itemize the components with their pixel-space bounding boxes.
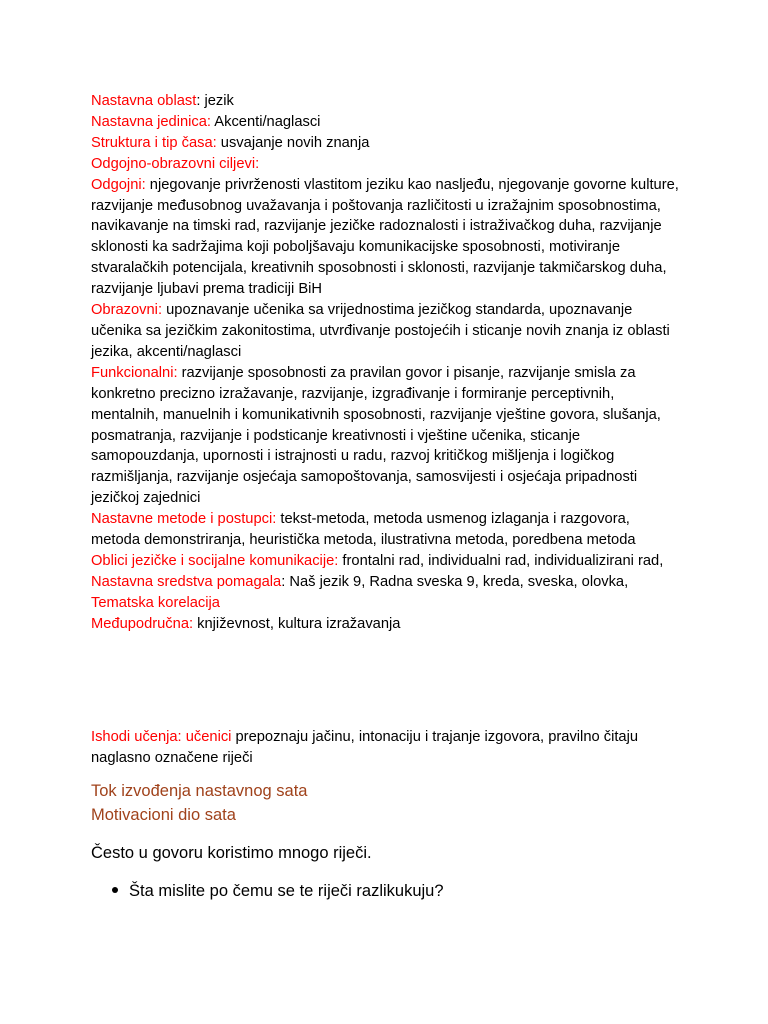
field-value: njegovanje privrženosti vlastitom jeziku kao nasljeđu, njegovanje govorne kulture, razvijanje međusobnog uvažavanja i poštovanja različitosti u izražajnim sposobnostima, navikavanje na timski rad, razvijanje jezičke radoznalosti i istraživačkog duha, razvijanje sklonosti ka sadržajima koji poboljšavaju komunikacijske sposobnosti, motiviranje stvaralačkih potencijala, kreativnih sposobnosti i sklonosti, razvijanje takmičarskog duha, razvijanje ljubavi prema tradiciji BiH [91,176,679,298]
field-oblast [91,91,681,112]
field-value: usvajanje novih znanja [216,134,370,151]
field-label: Međupodručna: [91,615,194,632]
field-ciljevi [91,154,681,175]
field-struktura [91,133,681,154]
field-value: frontalni rad, individualni rad, individualizirani rad, [338,552,664,569]
field-value: književnost, kultura izražavanja [193,615,401,632]
field-value: prepoznaju jačinu, intonaciju i trajanje izgovora, pravilno čitaju naglasno označene riječi [91,729,639,766]
field-jedinica [91,112,681,133]
lesson-metadata [91,91,681,635]
field-label: Odgojno-obrazovni ciljevi: [91,155,260,172]
field-medjupredmetna [91,614,681,635]
field-label: Ishodi učenja: učenici [91,729,232,745]
field-metode [91,509,681,551]
field-label: Struktura i tip časa: [91,134,217,151]
field-odgojni [91,175,681,300]
learning-outcomes [91,727,681,769]
field-label: Nastavna sredstva pomagala [91,573,282,590]
field-label: Nastavna oblast [91,93,197,109]
field-label: Nastavne metode i postupci: [91,511,277,528]
list-item [112,880,444,902]
field-oblici [91,551,681,572]
list-item-text: Šta mislite po čemu se te riječi razlikukuju? [129,882,444,900]
field-ishodi [91,727,681,769]
field-label: Odgojni: [91,176,146,193]
field-value: upoznavanje učenika sa vrijednostima jezičkog standarda, upoznavanje učenika sa jezičkim zakonitostima, utvrđivanje postojećih i sticanje novih znanja iz oblasti jezika, akcenti/naglasci [91,302,670,360]
field-value: : jezik [196,93,234,109]
section-heading-motivacioni: Motivacioni dio sata [91,806,236,824]
field-label: Tematska korelacija [91,594,220,611]
field-korelacija [91,593,681,614]
field-value: tekst-metoda, metoda usmenog izlaganja i razgovora, metoda demonstriranja, heuristička metoda, ilustrativna metoda, poredbena metoda [91,511,636,549]
field-value: razvijanje sposobnosti za pravilan govor i pisanje, razvijanje smisla za konkretno precizno izražavanje, razvijanje, izgrađivanje i formiranje perceptivnih, mentalnih, manuelnih i komunikativnih sposobnosti, razvijanje vještine govora, slušanja, posmatranja, razvijanje i podsticanje kreativnosti i vještine učenika, sticanje samopouzdanja, upornosti i istrajnosti u radu, razvoj kritičkog mišljenja i logičkog razmišljanja, razvijanje osjećaja samopoštovanja, samosvijesti i osjećaja pripadnosti jezičkoj zajednici [91,364,661,507]
field-value: Akcenti/naglasci [211,113,321,130]
body-paragraph: Često u govoru koristimo mnogo riječi. [91,844,372,862]
field-value: : Naš jezik 9, Radna sveska 9, kreda, sveska, olovka, [281,573,629,590]
field-funkcionalni [91,363,681,509]
field-label: Obrazovni: [91,302,163,319]
field-label: Oblici jezičke i socijalne komunikacije: [91,552,339,569]
field-obrazovni [91,300,681,363]
field-label: Nastavna jedinica: [91,113,212,130]
section-heading-tok: Tok izvođenja nastavnog sata [91,782,308,800]
bullet-icon [112,887,118,893]
field-label: Funkcionalni: [91,364,178,381]
field-sredstva [91,572,681,593]
